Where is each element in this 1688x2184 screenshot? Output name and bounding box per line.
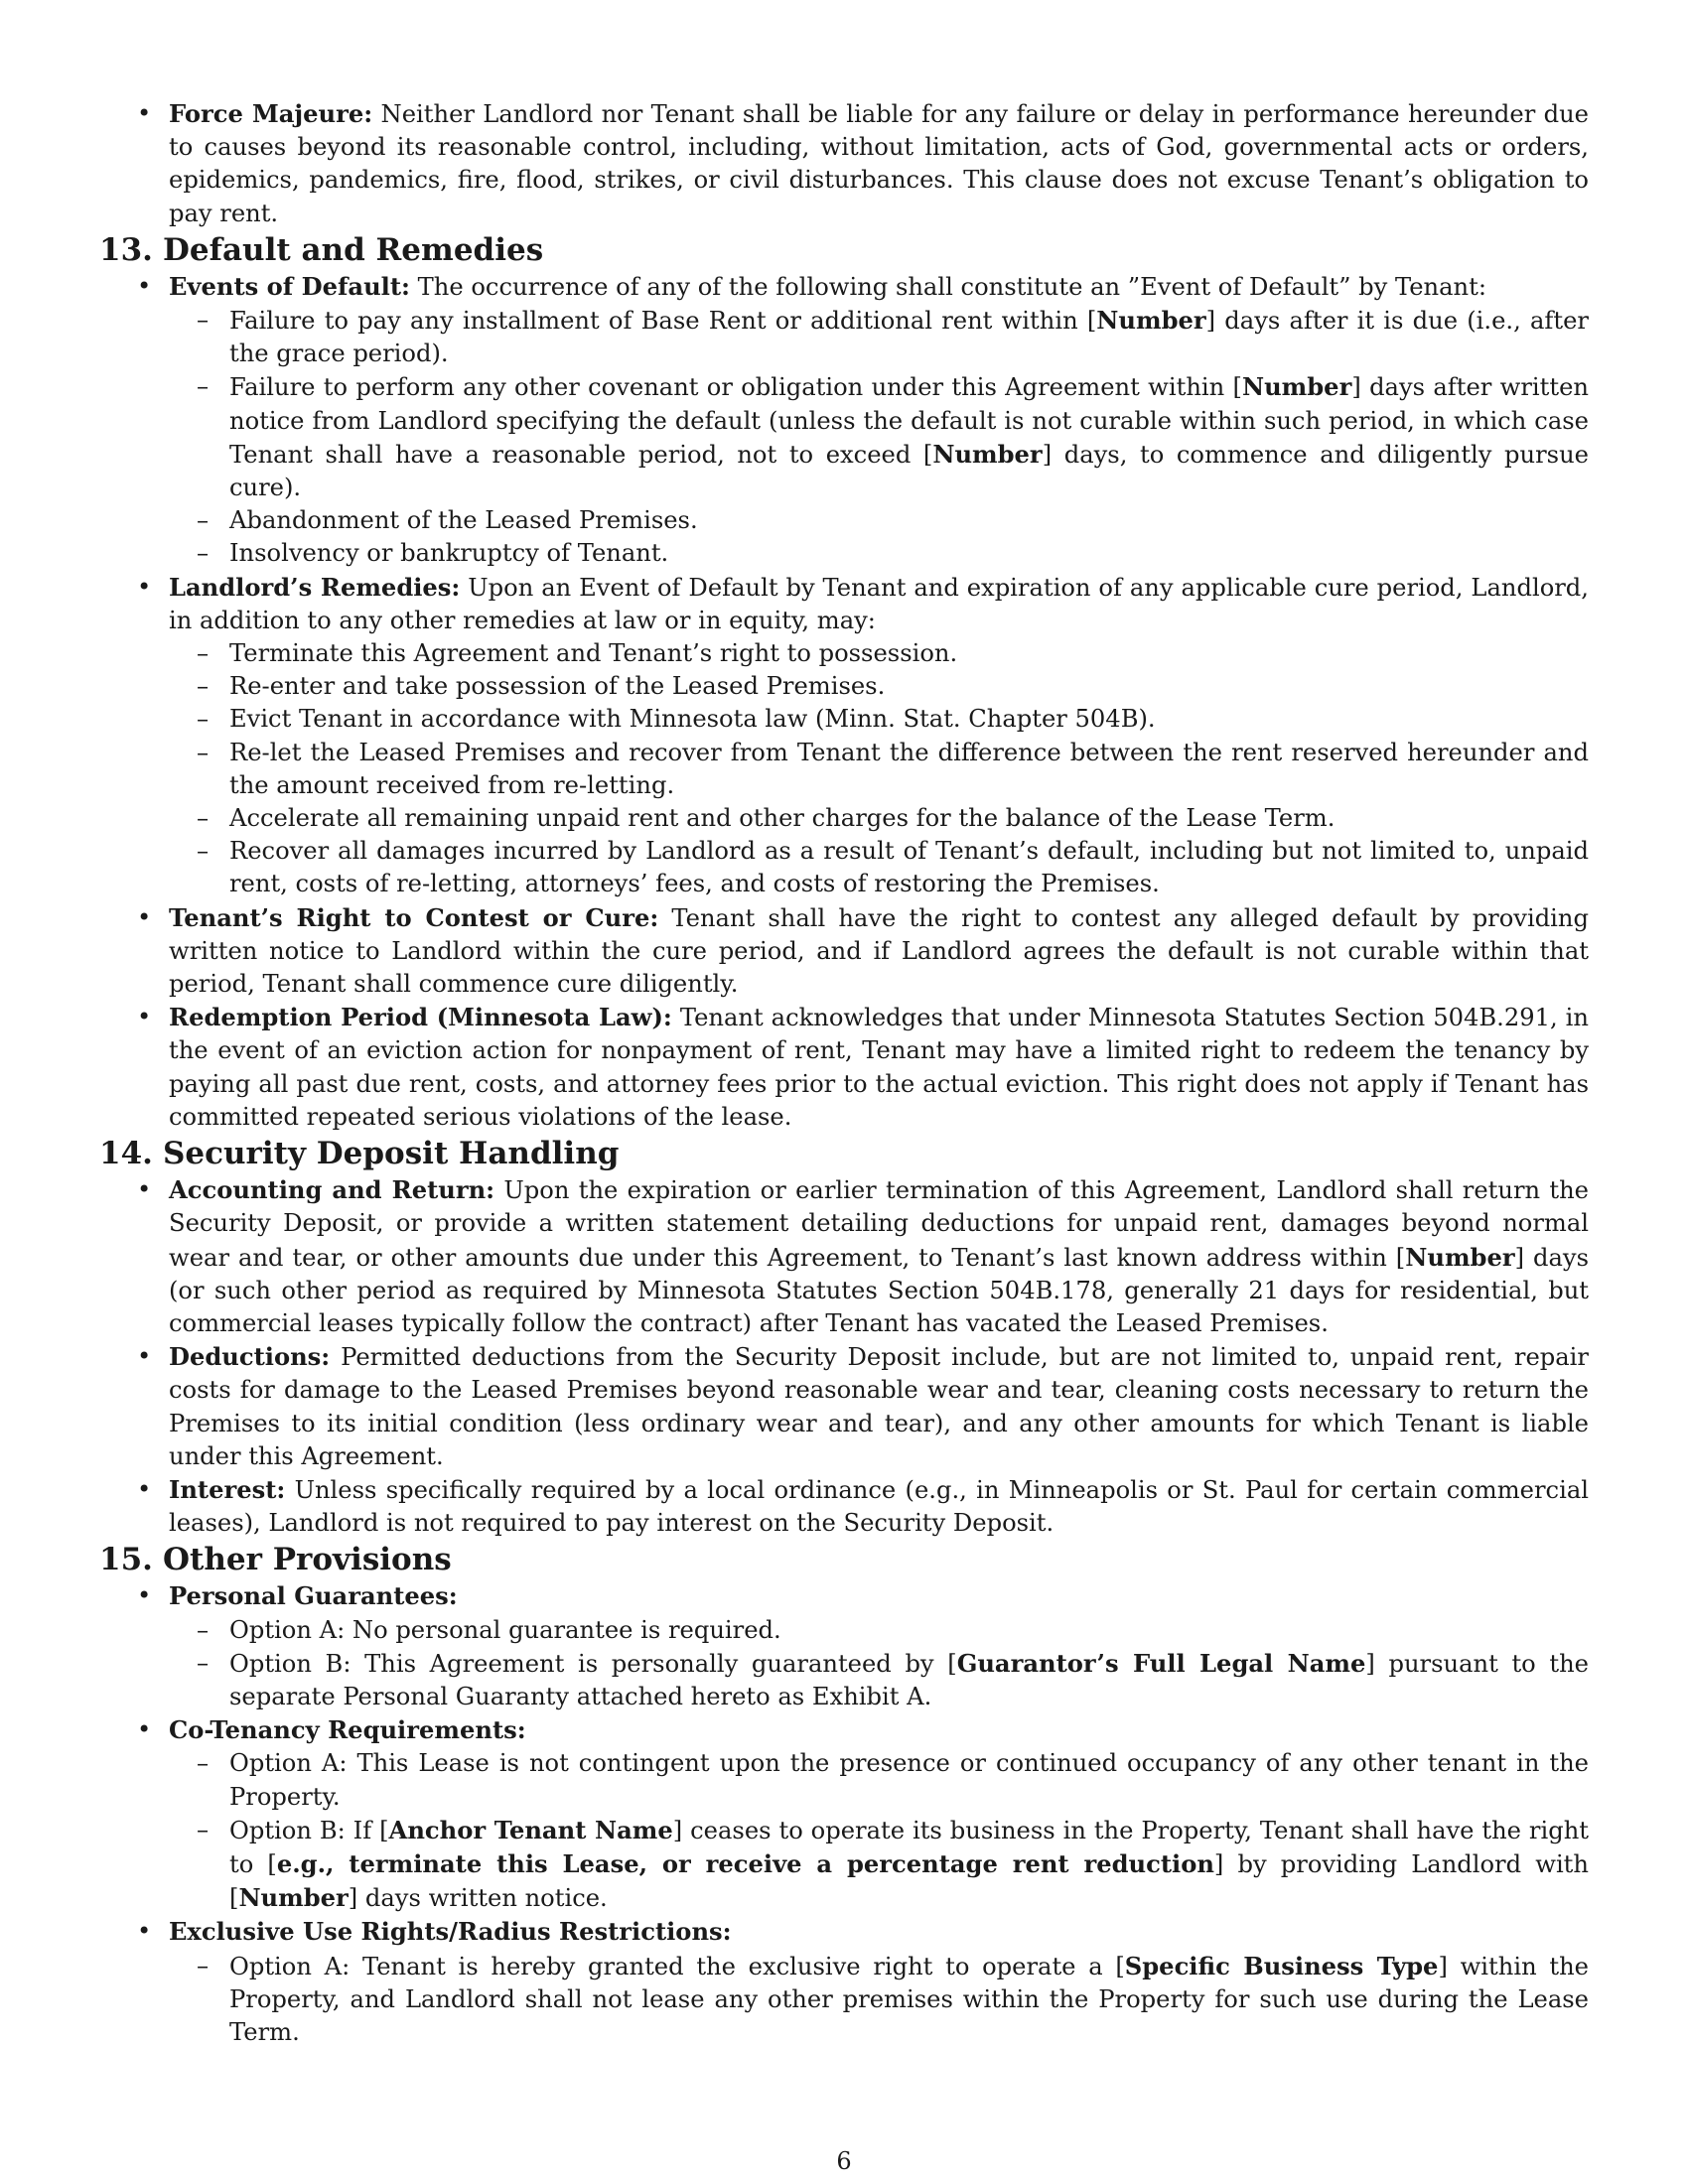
list-item: – Option B: This Agreement is personally guaranteed by [Guarantor’s Full Legal Name] pursuant to the separate Personal Guaranty attached hereto as Exhibit A. [169, 1647, 1589, 1713]
events-of-default-text: The occurrence of any of the following shall constitute an ”Event of Default” by Tenant: [409, 272, 1486, 301]
section-13-list [99, 270, 1589, 1134]
section-15-list [99, 1579, 1589, 2049]
deductions-item [99, 1340, 1589, 1473]
interest-text: Unless specifically required by a local ordinance (e.g., in Minneapolis or St. Paul for certain commercial leases), Landlord is not required to pay interest on the Security Deposit. [169, 1475, 1589, 1538]
placeholder-number: Number [1096, 306, 1206, 336]
personal-guarantees-term: Personal Guarantees: [169, 1581, 458, 1611]
page-number: 6 [836, 2147, 852, 2175]
placeholder-remedy: e.g., terminate this Lease, or receive a percentage rent reduction [276, 1848, 1214, 1878]
deductions-text: Permitted deductions from the Security Deposit include, but are not limited to, unpaid rent, repair costs for damage to the Leased Premises beyond reasonable wear and tear, cleaning costs necessary to return the Premises to its initial condition (less ordinary wear and tear), and any other amounts for which Tenant is liable under this Agreement. [169, 1343, 1589, 1470]
placeholder-number: Number [932, 439, 1043, 469]
list-item: – Failure to perform any other covenant or obligation under this Agreement within [Number] days after written notice from Landlord specifying the default (unless the default is not curable within such period, in which case Tenant shall have a reasonable period, not to exceed [Number] days, to commence and diligently pursue cure). [169, 370, 1589, 504]
exclusive-use-sublist [169, 1950, 1589, 2050]
list-item: – Option A: This Lease is not contingent upon the presence or continued occupancy of any other tenant in the Property. [169, 1747, 1589, 1813]
co-tenancy-item [99, 1713, 1589, 1915]
redemption-period-term: Redemption Period (Minnesota Law): [169, 1003, 672, 1032]
list-item: – Accelerate all remaining unpaid rent and other charges for the balance of the Lease Term. [169, 802, 1589, 835]
section-15-heading [99, 1540, 1589, 1579]
list-item: – Option B: If [Anchor Tenant Name] ceases to operate its business in the Property, Tenant shall have the right to [e.g., terminate this Lease, or receive a percentage rent reduction] by providing Landlord with [Number] days written notice. [169, 1814, 1589, 1916]
list-item: – Option A: No personal guarantee is required. [169, 1614, 1589, 1647]
section-13-heading [99, 230, 1589, 270]
co-tenancy-sublist [169, 1747, 1589, 1915]
list-item: – Failure to pay any installment of Base Rent or additional rent within [Number] days after it is due (i.e., after the grace period). [169, 304, 1589, 370]
section-14-title: Security Deposit Handling [163, 1136, 620, 1172]
list-item: – Abandonment of the Leased Premises. [169, 504, 1589, 537]
exclusive-use-term: Exclusive Use Rights/Radius Restrictions: [169, 1917, 732, 1947]
events-of-default-item [99, 270, 1589, 571]
section-13-number: 13. [99, 231, 153, 268]
section-15-number: 15. [99, 1542, 153, 1578]
landlords-remedies-sublist [169, 637, 1589, 901]
landlords-remedies-term: Landlord’s Remedies: [169, 572, 461, 602]
section-14-number: 14. [99, 1136, 153, 1172]
list-item: – Re-enter and take possession of the Leased Premises. [169, 670, 1589, 703]
interest-item [99, 1473, 1589, 1540]
placeholder-number: Number [238, 1883, 349, 1913]
right-to-contest-term: Tenant’s Right to Contest or Cure: [169, 902, 659, 932]
right-to-contest-item [99, 901, 1589, 1002]
placeholder-guarantor-name: Guarantor’s Full Legal Name [956, 1648, 1366, 1678]
section-14-heading [99, 1134, 1589, 1173]
section-14-list [99, 1173, 1589, 1540]
document-page [99, 97, 1589, 2049]
personal-guarantees-sublist [169, 1614, 1589, 1714]
placeholder-business-type: Specific Business Type [1124, 1951, 1439, 1980]
list-item: – Option A: Tenant is hereby granted the exclusive right to operate a [Specific Business Type] within the Property, and Landlord shall not lease any other premises within the Property for such use during the Lease Term. [169, 1950, 1589, 2050]
deductions-term: Deductions: [169, 1342, 331, 1372]
accounting-and-return-item: • Accounting and Return: Upon the expiration or earlier termination of this Agreement, Landlord shall return the Security Deposit, or provide a written statement detailing deductions for unpaid rent, damages beyond normal wear and tear, or other amounts due under this Agreement, to Tenant’s last known address within [Number] days (or such other period as required by Minnesota Statutes Section 504B.178, generally 21 days for residential, but commercial leases typically follow the contract) after Tenant has vacated the Leased Premises. [99, 1173, 1589, 1340]
interest-term: Interest: [169, 1474, 286, 1504]
co-tenancy-term: Co-Tenancy Requirements: [169, 1715, 526, 1745]
events-of-default-term: Events of Default: [169, 271, 410, 301]
right-to-contest-text: Tenant shall have the right to contest any alleged default by providing written notice to Landlord within the cure period, and if Landlord agrees the default is not curable within that period, Tenant shall commence cure diligently. [169, 903, 1589, 999]
list-item: – Terminate this Agreement and Tenant’s right to possession. [169, 637, 1589, 670]
force-majeure-text: Neither Landlord nor Tenant shall be liable for any failure or delay in performance hereunder due to causes beyond its reasonable control, including, without limitation, acts of God, governmental acts or orders, epidemics, pandemics, fire, flood, strikes, or civil disturbances. This clause does not excuse Tenant’s obligation to pay rent. [169, 100, 1589, 227]
landlords-remedies-text: Upon an Event of Default by Tenant and expiration of any applicable cure period, Landlord, in addition to any other remedies at law or in equity, may: [169, 573, 1589, 634]
exclusive-use-item [99, 1915, 1589, 2049]
placeholder-number: Number [1241, 372, 1352, 402]
force-majeure-term: Force Majeure: [169, 99, 373, 128]
section-15-title: Other Provisions [163, 1542, 452, 1578]
force-majeure-list [99, 97, 1589, 230]
personal-guarantees-item [99, 1579, 1589, 1713]
list-item: – Insolvency or bankruptcy of Tenant. [169, 537, 1589, 570]
list-item: – Recover all damages incurred by Landlord as a result of Tenant’s default, including but not limited to, unpaid rent, costs of re-letting, attorneys’ fees, and costs of restoring the Premises. [169, 835, 1589, 900]
placeholder-number: Number [1405, 1242, 1515, 1272]
redemption-period-item [99, 1001, 1589, 1134]
accounting-and-return-term: Accounting and Return: [169, 1175, 495, 1205]
placeholder-anchor-tenant: Anchor Tenant Name [388, 1815, 673, 1844]
redemption-period-text: Tenant acknowledges that under Minnesota Statutes Section 504B.291, in the event of an eviction action for nonpayment of rent, Tenant may have a limited right to redeem the tenancy by paying all past due rent, costs, and attorney fees prior to the actual eviction. This right does not apply if Tenant has committed repeated serious violations of the lease. [169, 1004, 1589, 1131]
landlords-remedies-item [99, 571, 1589, 901]
section-13-title: Default and Remedies [163, 231, 544, 268]
events-of-default-sublist [169, 304, 1589, 571]
list-item: – Re-let the Leased Premises and recover from Tenant the difference between the rent reserved hereunder and the amount received from re-letting. [169, 737, 1589, 802]
list-item: – Evict Tenant in accordance with Minnesota law (Minn. Stat. Chapter 504B). [169, 703, 1589, 736]
force-majeure-item [99, 97, 1589, 230]
